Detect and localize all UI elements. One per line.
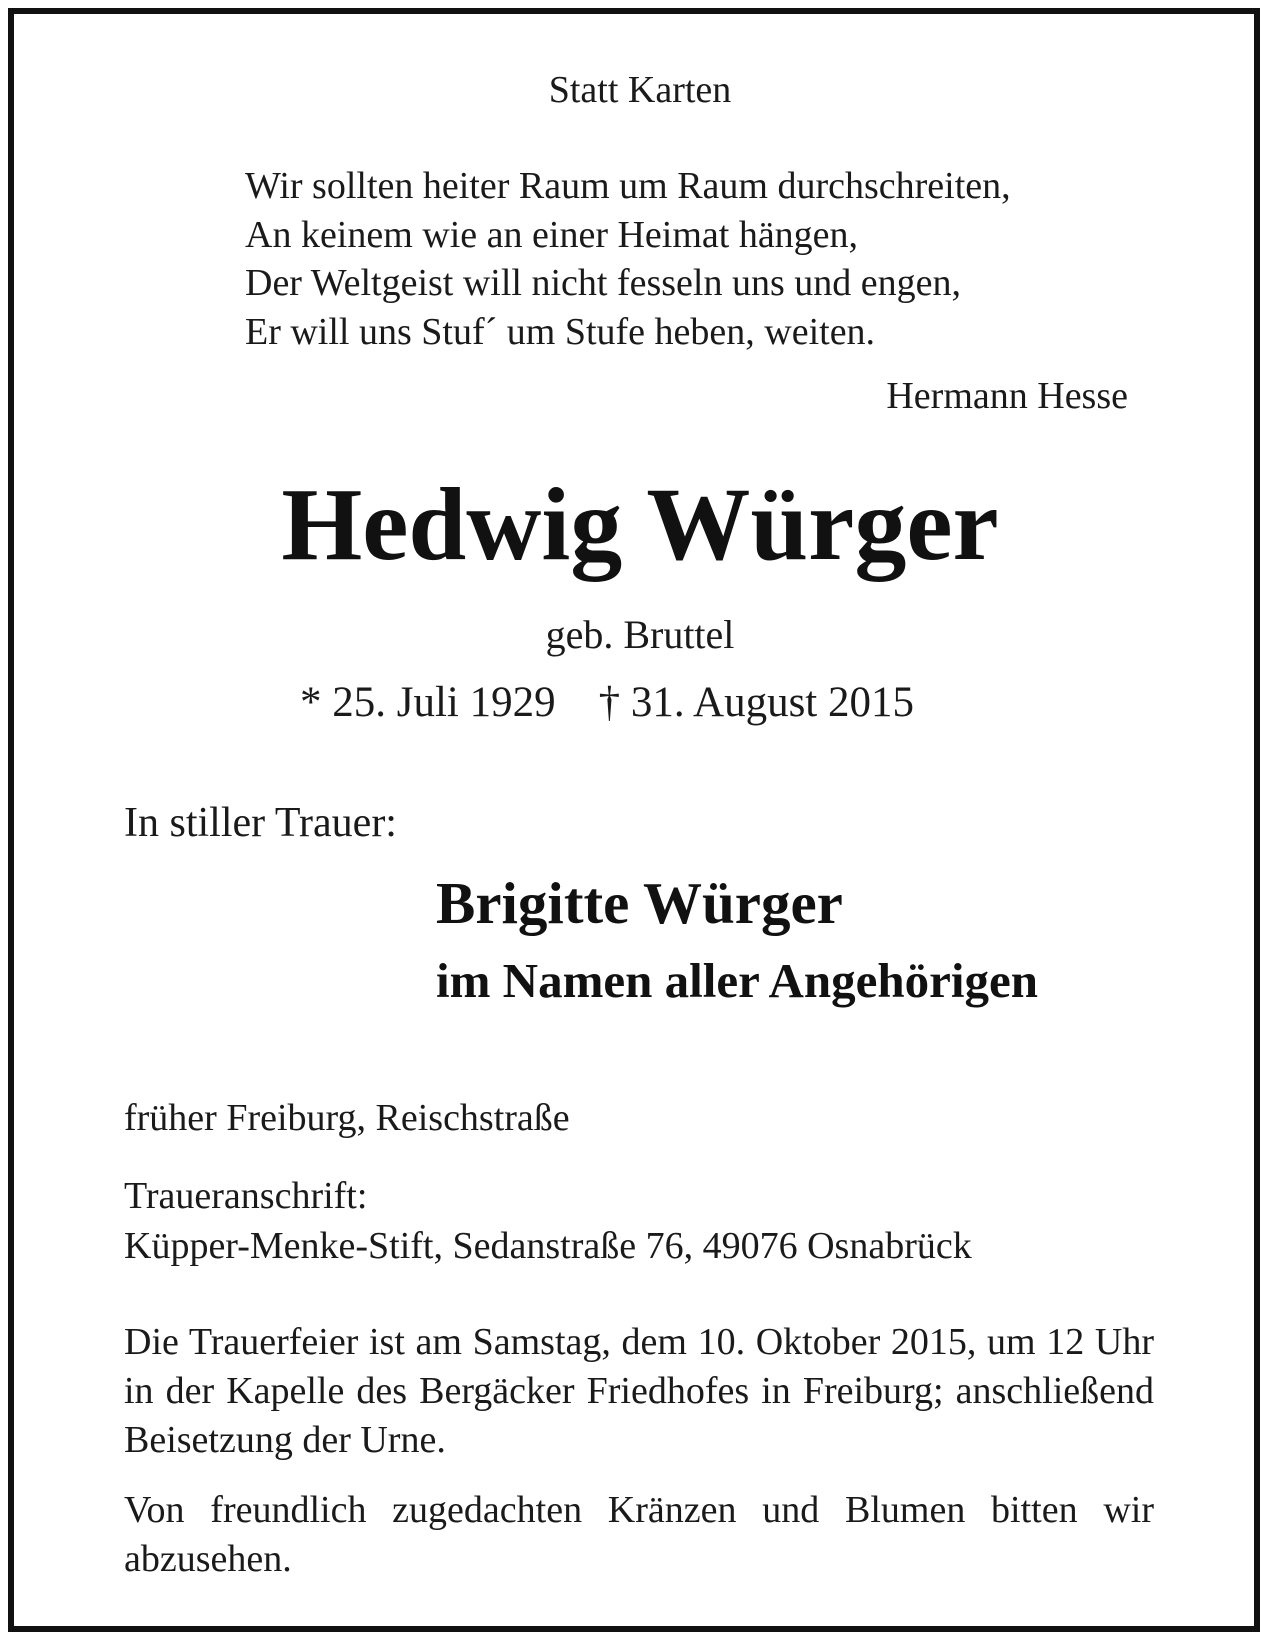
poem-line: Der Weltgeist will nicht fesseln uns und engen, — [245, 262, 961, 304]
maiden-name: geb. Bruttel — [545, 612, 735, 657]
address-label: Traueranschrift: — [124, 1175, 368, 1217]
former-residence: früher Freiburg, Reischstraße — [124, 1097, 570, 1139]
deceased-name: Hedwig Würger — [281, 467, 999, 582]
on-behalf-line: im Namen aller Angehörigen — [436, 953, 1039, 1008]
birth-date: * 25. Juli 1929 — [300, 679, 556, 726]
flowers-note: Von freundlich zugedachten Kränzen und Blumen bitten wir abzusehen. — [124, 1489, 1154, 1580]
poem — [245, 162, 1011, 356]
poem-line: Wir sollten heiter Raum um Raum durchschreiten, — [245, 165, 1011, 207]
header-statt-karten: Statt Karten — [548, 69, 732, 111]
death-date: † 31. August 2015 — [598, 679, 915, 726]
mourning-address: Küpper-Menke-Stift, Sedanstraße 76, 49076 Osnabrück — [124, 1225, 972, 1267]
life-dates — [300, 676, 914, 730]
poem-line: An keinem wie an einer Heimat hängen, — [245, 213, 859, 256]
poem-author: Hermann Hesse — [886, 375, 1128, 417]
mourner-name: Brigitte Würger — [436, 870, 843, 936]
ceremony-paragraph: Die Trauerfeier ist am Samstag, dem 10. Oktober 2015, um 12 Uhr in der Kapelle des Bergäcker Friedhofes in Freiburg; anschließend Beisetzung der Urne. — [124, 1321, 1154, 1461]
mourning-intro: In stiller Trauer: — [124, 800, 397, 846]
poem-line: Er will uns Stuf´ um Stufe heben, weiten. — [245, 310, 876, 353]
